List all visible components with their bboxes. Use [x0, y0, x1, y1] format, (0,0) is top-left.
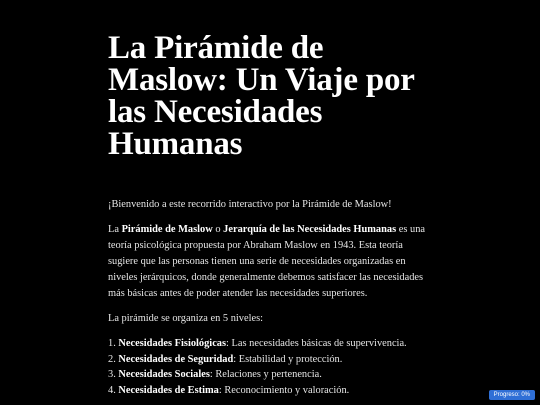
definition-text-1: La: [108, 224, 122, 235]
page-title: La Pirámide de Maslow: Un Viaje por las Necesidades Humanas: [108, 30, 415, 162]
level-name: Necesidades de Estima: [118, 384, 219, 396]
level-name: Necesidades de Seguridad: [118, 353, 234, 365]
level-name: Necesidades Fisiológicas: [118, 338, 227, 349]
level-number: 4.: [108, 384, 119, 396]
level-item: [108, 383, 434, 399]
intro-text: ¡Bienvenido a este recorrido interactivo por la Pirámide de Maslow!: [108, 199, 392, 210]
definition-text-3: es una teoría psicológica propuesta por Abraham Maslow en 1943. Esta teoría sugiere que las personas tienen una serie de necesidades organizadas en niveles jerárquicos, donde generalmente debemos satisfacer las necesidades más básicas antes de poder atender las necesidades superiores.: [108, 224, 426, 299]
definition-text-2: o: [212, 224, 224, 235]
level-item: [108, 367, 434, 383]
term-maslow-pyramid: Pirámide de Maslow: [121, 224, 213, 235]
progress-badge: Progreso: 0%: [489, 390, 535, 400]
level-description: : Relaciones y pertenencia.: [209, 369, 322, 380]
level-description: : Las necesidades básicas de supervivencia.: [226, 338, 407, 349]
main-content: [108, 32, 434, 398]
levels-intro: La pirámide se organiza en 5 niveles:: [108, 313, 264, 324]
level-item: [108, 336, 434, 352]
level-name: Necesidades Sociales: [118, 369, 210, 380]
level-number: 3.: [108, 369, 119, 380]
level-number: 2.: [108, 353, 119, 365]
level-description: : Reconocimiento y valoración.: [218, 384, 350, 396]
level-description: : Estabilidad y protección.: [233, 353, 343, 365]
definition-paragraph: [108, 222, 434, 302]
term-needs-hierarchy: Jerarquía de las Necesidades Humanas: [223, 224, 397, 235]
level-number: 1.: [108, 338, 119, 349]
levels-list: [108, 336, 434, 398]
level-item: [108, 352, 434, 368]
